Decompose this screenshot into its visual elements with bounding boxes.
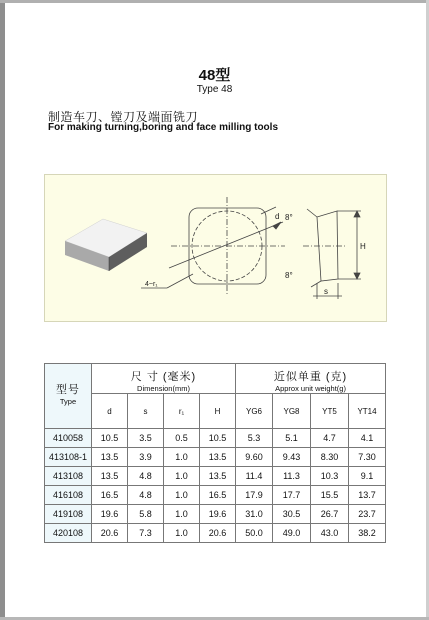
yg6-cell: 11.4 [236,467,273,486]
spec-table [44,363,386,543]
yt14-cell: 9.1 [349,467,386,486]
d-cell: 13.5 [92,448,128,467]
dimension-header-cell [92,364,236,394]
r-cell: 1.0 [164,448,200,467]
type-cell: 413108 [45,467,92,486]
column-header-r1: r₁ [164,394,200,429]
d-cell: 13.5 [92,467,128,486]
s-cell: 5.8 [128,505,164,524]
page-title: 48型 [198,67,231,84]
column-header-yg6: YG6 [236,394,273,429]
yg8-cell: 11.3 [273,467,311,486]
description-zh: 制造车刀、镗刀及端面铣刀 [48,110,199,124]
yg6-cell: 17.9 [236,486,273,505]
r-cell: 1.0 [164,505,200,524]
s-cell: 3.5 [128,429,164,448]
h-cell: 19.6 [200,505,236,524]
d-cell: 10.5 [92,429,128,448]
column-header-H: H [200,394,236,429]
column-header-yt14: YT14 [349,394,386,429]
yt5-cell: 8.30 [311,448,349,467]
weight-header-zh: 近似单重 (克) [273,371,348,383]
type-header-cell [45,364,92,429]
type-cell: 420108 [45,524,92,543]
table-row [45,448,386,467]
dimension-label-H: H [360,242,366,251]
s-cell: 4.8 [128,467,164,486]
table-row [45,467,386,486]
d-cell: 16.5 [92,486,128,505]
type-cell: 413108-1 [45,448,92,467]
h-cell: 20.6 [200,524,236,543]
type-header-zh: 型号 [56,384,80,396]
page-subtitle: Type 48 [196,84,233,95]
s-cell: 3.9 [128,448,164,467]
type-cell: 419108 [45,505,92,524]
yt14-cell: 13.7 [349,486,386,505]
yt14-cell: 4.1 [349,429,386,448]
h-cell: 13.5 [200,467,236,486]
h-cell: 13.5 [200,448,236,467]
yt14-cell: 23.7 [349,505,386,524]
yt14-cell: 7.30 [349,448,386,467]
yg8-cell: 17.7 [273,486,311,505]
yg6-cell: 9.60 [236,448,273,467]
type-cell: 416108 [45,486,92,505]
column-header-yg8: YG8 [273,394,311,429]
dimension-label-d: d [275,212,280,221]
table-row [45,524,386,543]
description-en: For making turning,boring and face milling tools [48,122,279,133]
top-view-drawing [141,197,285,295]
dimension-header-zh: 尺 寸 (毫米) [130,371,197,383]
bottom-angle-label: 8° [285,271,293,280]
yt5-cell: 10.3 [311,467,349,486]
column-header-yt5: YT5 [311,394,349,429]
table-row [45,429,386,448]
weight-header-en: Approx unit weight(g) [275,384,346,393]
page-edge-top [0,0,429,3]
h-cell: 10.5 [200,429,236,448]
dimension-header-en: Dimension(mm) [137,384,190,393]
yg6-cell: 5.3 [236,429,273,448]
table-row [45,486,386,505]
s-cell: 4.8 [128,486,164,505]
s-cell: 7.3 [128,524,164,543]
d-cell: 20.6 [92,524,128,543]
yt5-cell: 26.7 [311,505,349,524]
corner-radius-label: 4~r₁ [145,281,158,288]
table-row [45,505,386,524]
insert-figure [44,174,387,322]
h-cell: 16.5 [200,486,236,505]
yg8-cell: 30.5 [273,505,311,524]
r-cell: 0.5 [164,429,200,448]
yg8-cell: 5.1 [273,429,311,448]
yg8-cell: 49.0 [273,524,311,543]
r-cell: 1.0 [164,524,200,543]
yg6-cell: 50.0 [236,524,273,543]
yt5-cell: 4.7 [311,429,349,448]
column-header-d: d [92,394,128,429]
yt14-cell: 38.2 [349,524,386,543]
type-cell: 410058 [45,429,92,448]
r-cell: 1.0 [164,467,200,486]
side-view-drawing [303,209,361,299]
dimension-label-s: s [324,287,328,296]
top-angle-label: 8° [285,213,293,222]
d-cell: 19.6 [92,505,128,524]
weight-header-cell [236,364,386,394]
yt5-cell: 15.5 [311,486,349,505]
type-header-en: Type [59,397,77,406]
yg8-cell: 9.43 [273,448,311,467]
column-header-s: s [128,394,164,429]
yg6-cell: 31.0 [236,505,273,524]
insert-3d-illustration [65,219,147,271]
r-cell: 1.0 [164,486,200,505]
yt5-cell: 43.0 [311,524,349,543]
